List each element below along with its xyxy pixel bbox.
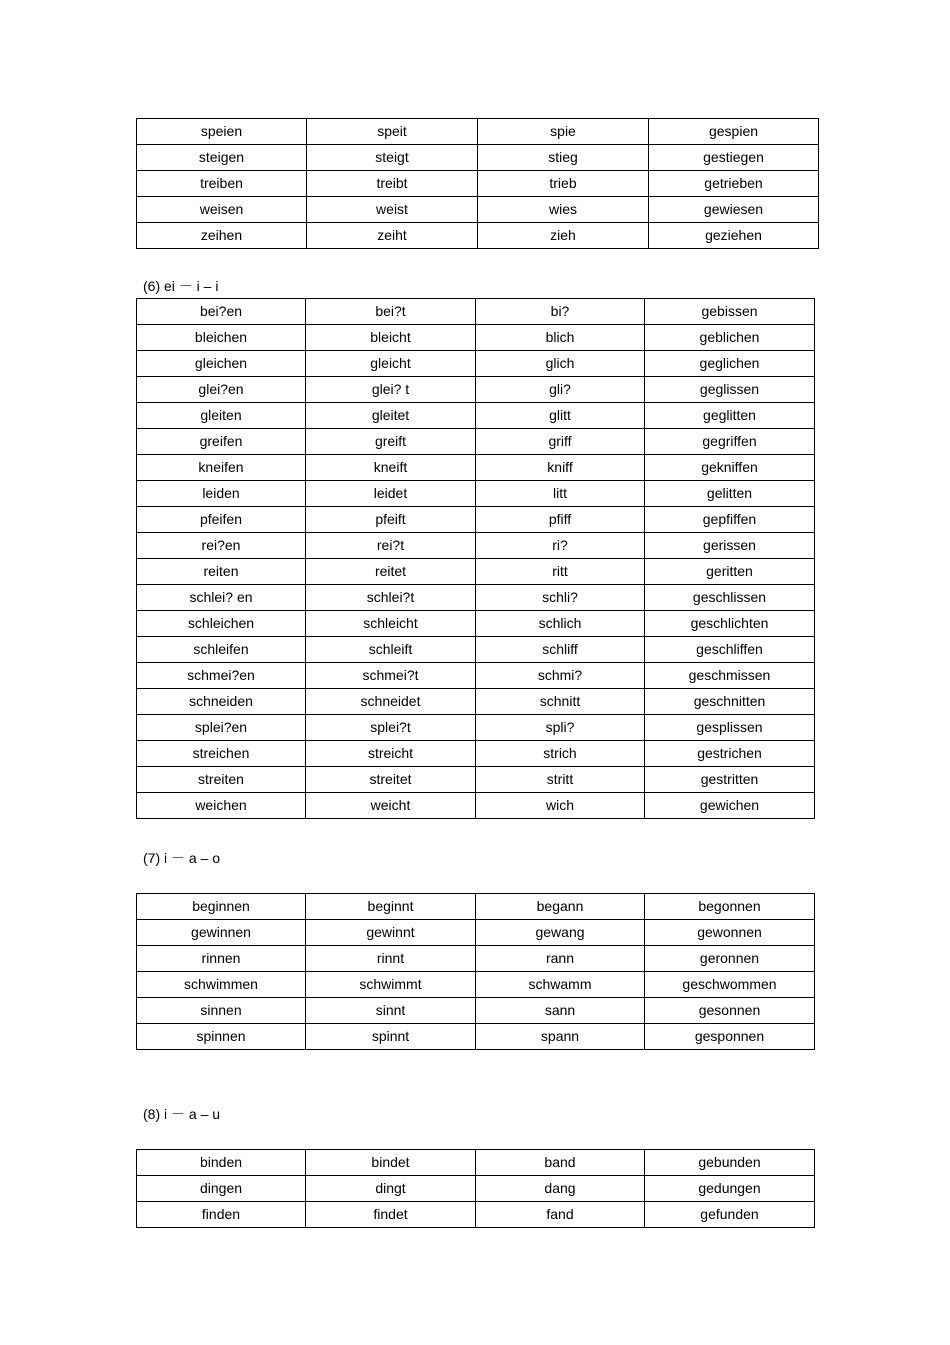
participle-cell: gewichen — [645, 793, 815, 819]
present-3sg-cell: pfeift — [306, 507, 476, 533]
infinitive-cell: rinnen — [137, 946, 306, 972]
participle-cell: gestiegen — [649, 145, 819, 171]
present-3sg-cell: splei?t — [306, 715, 476, 741]
participle-cell: gerissen — [645, 533, 815, 559]
present-3sg-cell: sinnt — [306, 998, 476, 1024]
preterite-cell: strich — [476, 741, 645, 767]
table-row — [137, 429, 815, 455]
infinitive-cell: weisen — [137, 197, 307, 223]
preterite-cell: schli? — [476, 585, 645, 611]
participle-cell: geblichen — [645, 325, 815, 351]
preterite-cell: trieb — [478, 171, 649, 197]
preterite-cell: zieh — [478, 223, 649, 249]
present-3sg-cell: schleicht — [306, 611, 476, 637]
present-3sg-cell: weicht — [306, 793, 476, 819]
preterite-cell: spann — [476, 1024, 645, 1050]
infinitive-cell: binden — [137, 1150, 306, 1176]
preterite-cell: kniff — [476, 455, 645, 481]
participle-cell: geglitten — [645, 403, 815, 429]
preterite-cell: gli? — [476, 377, 645, 403]
participle-cell: gesonnen — [645, 998, 815, 1024]
infinitive-cell: steigen — [137, 145, 307, 171]
preterite-cell: schliff — [476, 637, 645, 663]
table-row — [137, 637, 815, 663]
present-3sg-cell: dingt — [306, 1176, 476, 1202]
infinitive-cell: rei?en — [137, 533, 306, 559]
table-row — [137, 715, 815, 741]
verb-table-group-8 — [136, 1149, 815, 1228]
preterite-cell: spie — [478, 119, 649, 145]
participle-cell: gegriffen — [645, 429, 815, 455]
participle-cell: geschwommen — [645, 972, 815, 998]
participle-cell: gesplissen — [645, 715, 815, 741]
participle-cell: gedungen — [645, 1176, 815, 1202]
participle-cell: gepfiffen — [645, 507, 815, 533]
infinitive-cell: weichen — [137, 793, 306, 819]
infinitive-cell: schwimmen — [137, 972, 306, 998]
table-row — [137, 1150, 815, 1176]
participle-cell: gekniffen — [645, 455, 815, 481]
preterite-cell: wies — [478, 197, 649, 223]
preterite-cell: bi? — [476, 299, 645, 325]
table-row — [137, 894, 815, 920]
infinitive-cell: streiten — [137, 767, 306, 793]
preterite-cell: wich — [476, 793, 645, 819]
infinitive-cell: dingen — [137, 1176, 306, 1202]
infinitive-cell: beginnen — [137, 894, 306, 920]
table-row — [137, 689, 815, 715]
infinitive-cell: schleifen — [137, 637, 306, 663]
infinitive-cell: streichen — [137, 741, 306, 767]
present-3sg-cell: bleicht — [306, 325, 476, 351]
infinitive-cell: gleichen — [137, 351, 306, 377]
present-3sg-cell: rinnt — [306, 946, 476, 972]
present-3sg-cell: greift — [306, 429, 476, 455]
table-row — [137, 741, 815, 767]
participle-cell: geschlissen — [645, 585, 815, 611]
preterite-cell: stritt — [476, 767, 645, 793]
infinitive-cell: bleichen — [137, 325, 306, 351]
participle-cell: gefunden — [645, 1202, 815, 1228]
preterite-cell: schmi? — [476, 663, 645, 689]
present-3sg-cell: kneift — [306, 455, 476, 481]
preterite-cell: schwamm — [476, 972, 645, 998]
preterite-cell: spli? — [476, 715, 645, 741]
participle-cell: gestritten — [645, 767, 815, 793]
infinitive-cell: schleichen — [137, 611, 306, 637]
present-3sg-cell: schleift — [306, 637, 476, 663]
table-row — [137, 920, 815, 946]
preterite-cell: stieg — [478, 145, 649, 171]
preterite-cell: schlich — [476, 611, 645, 637]
table-row — [137, 663, 815, 689]
present-3sg-cell: schneidet — [306, 689, 476, 715]
participle-cell: geglichen — [645, 351, 815, 377]
table-row — [137, 481, 815, 507]
participle-cell: geschlichten — [645, 611, 815, 637]
preterite-cell: dang — [476, 1176, 645, 1202]
present-3sg-cell: treibt — [307, 171, 478, 197]
table-row — [137, 585, 815, 611]
infinitive-cell: schneiden — [137, 689, 306, 715]
participle-cell: gespien — [649, 119, 819, 145]
preterite-cell: litt — [476, 481, 645, 507]
preterite-cell: pfiff — [476, 507, 645, 533]
infinitive-cell: sinnen — [137, 998, 306, 1024]
present-3sg-cell: leidet — [306, 481, 476, 507]
present-3sg-cell: speit — [307, 119, 478, 145]
participle-cell: gelitten — [645, 481, 815, 507]
table-row — [137, 611, 815, 637]
present-3sg-cell: spinnt — [306, 1024, 476, 1050]
table-row — [137, 119, 819, 145]
preterite-cell: schnitt — [476, 689, 645, 715]
table-row — [137, 351, 815, 377]
infinitive-cell: gewinnen — [137, 920, 306, 946]
preterite-cell: ri? — [476, 533, 645, 559]
preterite-cell: begann — [476, 894, 645, 920]
preterite-cell: blich — [476, 325, 645, 351]
infinitive-cell: schmei?en — [137, 663, 306, 689]
preterite-cell: rann — [476, 946, 645, 972]
preterite-cell: band — [476, 1150, 645, 1176]
table-row — [137, 403, 815, 429]
present-3sg-cell: gleitet — [306, 403, 476, 429]
present-3sg-cell: findet — [306, 1202, 476, 1228]
table-row — [137, 145, 819, 171]
table-row — [137, 998, 815, 1024]
table-row — [137, 946, 815, 972]
infinitive-cell: splei?en — [137, 715, 306, 741]
present-3sg-cell: streicht — [306, 741, 476, 767]
verb-table-group-7 — [136, 893, 815, 1050]
present-3sg-cell: bei?t — [306, 299, 476, 325]
present-3sg-cell: bindet — [306, 1150, 476, 1176]
participle-cell: geschnitten — [645, 689, 815, 715]
table-row — [137, 325, 815, 351]
table-row — [137, 559, 815, 585]
preterite-cell: gewang — [476, 920, 645, 946]
infinitive-cell: treiben — [137, 171, 307, 197]
participle-cell: geronnen — [645, 946, 815, 972]
present-3sg-cell: schmei?t — [306, 663, 476, 689]
preterite-cell: sann — [476, 998, 645, 1024]
table-row — [137, 197, 819, 223]
participle-cell: geziehen — [649, 223, 819, 249]
present-3sg-cell: weist — [307, 197, 478, 223]
participle-cell: geschmissen — [645, 663, 815, 689]
table-row — [137, 793, 815, 819]
heading-group-8: (8) i － a – u — [143, 1106, 221, 1122]
preterite-cell: fand — [476, 1202, 645, 1228]
present-3sg-cell: zeiht — [307, 223, 478, 249]
participle-cell: gewiesen — [649, 197, 819, 223]
table-row — [137, 1202, 815, 1228]
infinitive-cell: zeihen — [137, 223, 307, 249]
present-3sg-cell: rei?t — [306, 533, 476, 559]
table-row — [137, 972, 815, 998]
preterite-cell: griff — [476, 429, 645, 455]
infinitive-cell: finden — [137, 1202, 306, 1228]
table-row — [137, 171, 819, 197]
present-3sg-cell: streitet — [306, 767, 476, 793]
table-row — [137, 533, 815, 559]
preterite-cell: glich — [476, 351, 645, 377]
present-3sg-cell: schlei?t — [306, 585, 476, 611]
infinitive-cell: leiden — [137, 481, 306, 507]
verb-table-group-5-continued — [136, 118, 819, 249]
present-3sg-cell: schwimmt — [306, 972, 476, 998]
infinitive-cell: pfeifen — [137, 507, 306, 533]
table-row — [137, 767, 815, 793]
participle-cell: gestrichen — [645, 741, 815, 767]
table-row — [137, 1024, 815, 1050]
table-row — [137, 377, 815, 403]
table-row — [137, 507, 815, 533]
table-row — [137, 299, 815, 325]
participle-cell: geschliffen — [645, 637, 815, 663]
participle-cell: gesponnen — [645, 1024, 815, 1050]
infinitive-cell: speien — [137, 119, 307, 145]
infinitive-cell: glei?en — [137, 377, 306, 403]
participle-cell: getrieben — [649, 171, 819, 197]
participle-cell: gebissen — [645, 299, 815, 325]
infinitive-cell: bei?en — [137, 299, 306, 325]
infinitive-cell: spinnen — [137, 1024, 306, 1050]
table-row — [137, 1176, 815, 1202]
table-row — [137, 455, 815, 481]
present-3sg-cell: gleicht — [306, 351, 476, 377]
present-3sg-cell: glei? t — [306, 377, 476, 403]
infinitive-cell: schlei? en — [137, 585, 306, 611]
present-3sg-cell: steigt — [307, 145, 478, 171]
heading-group-6: (6) ei － i – i — [143, 278, 219, 294]
infinitive-cell: greifen — [137, 429, 306, 455]
present-3sg-cell: beginnt — [306, 894, 476, 920]
heading-group-7: (7) i － a – o — [143, 850, 221, 866]
participle-cell: geritten — [645, 559, 815, 585]
verb-table-group-6 — [136, 298, 815, 819]
table-row — [137, 223, 819, 249]
preterite-cell: ritt — [476, 559, 645, 585]
participle-cell: begonnen — [645, 894, 815, 920]
participle-cell: gebunden — [645, 1150, 815, 1176]
present-3sg-cell: gewinnt — [306, 920, 476, 946]
present-3sg-cell: reitet — [306, 559, 476, 585]
participle-cell: gewonnen — [645, 920, 815, 946]
infinitive-cell: reiten — [137, 559, 306, 585]
infinitive-cell: gleiten — [137, 403, 306, 429]
infinitive-cell: kneifen — [137, 455, 306, 481]
participle-cell: geglissen — [645, 377, 815, 403]
preterite-cell: glitt — [476, 403, 645, 429]
